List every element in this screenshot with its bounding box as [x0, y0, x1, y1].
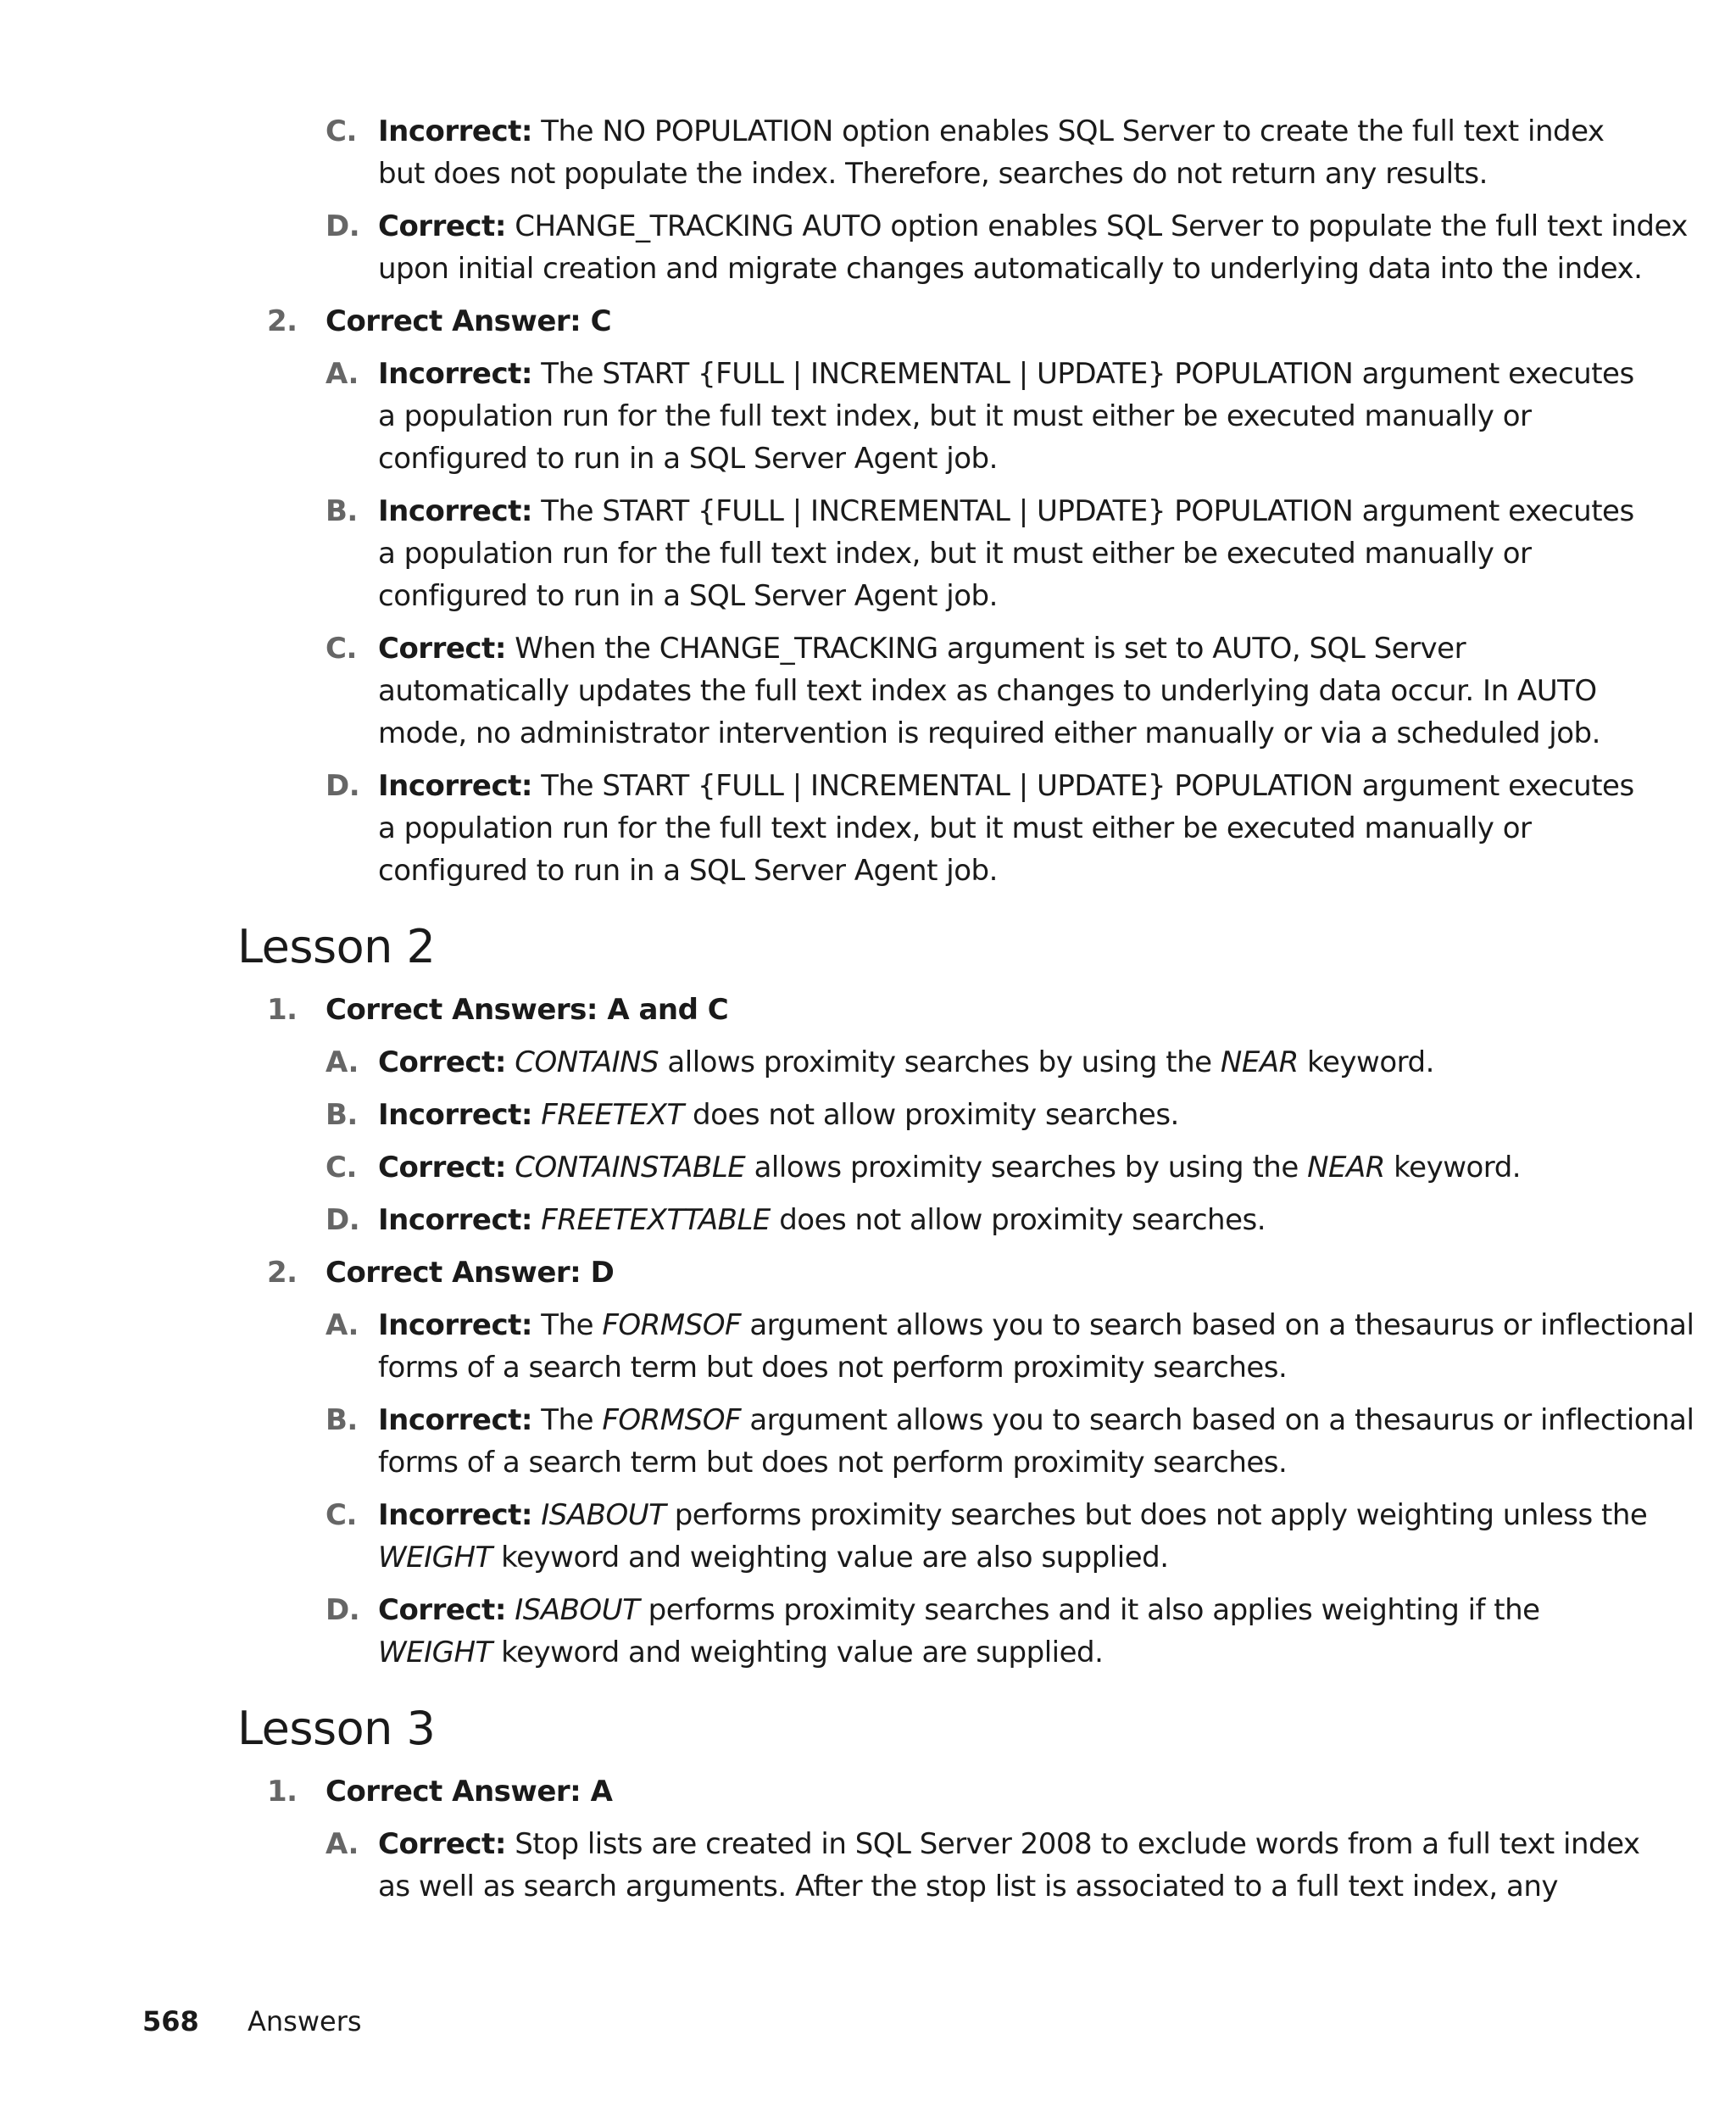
explanation-line [378, 110, 1605, 153]
option-explanation [378, 353, 1634, 480]
verdict-label: Incorrect: [378, 1308, 532, 1342]
text-run: forms of a search term but does not perform proximity searches. [378, 1351, 1288, 1385]
keyword-term: WEIGHT [378, 1636, 492, 1669]
option-letter: C. [326, 1498, 357, 1532]
keyword-term: CONTAINS [515, 1045, 659, 1079]
keyword-term: ISABOUT [541, 1498, 666, 1532]
correct-answer-label: Correct Answer: C [326, 304, 612, 338]
question-number: 1. [267, 993, 298, 1027]
keyword-term: WEIGHT [378, 1541, 492, 1575]
explanation-line [378, 1823, 1640, 1865]
option-explanation [378, 1589, 1556, 1674]
verdict-label: Incorrect: [378, 769, 532, 803]
text-run: Stop lists are created in SQL Server 2008 to exclude words from a full text index [515, 1827, 1640, 1861]
text-run: The [541, 1308, 603, 1342]
text-run: CHANGE_TRACKING AUTO option enables SQL Server to populate the full text index [515, 209, 1688, 243]
text-run: argument allows you to search based on a thesaurus or inflectional [741, 1403, 1694, 1437]
verdict-label: Correct: [378, 1593, 506, 1627]
verdict-label: Correct: [378, 632, 506, 666]
text-run: performs proximity searches but does not apply weighting unless the [665, 1498, 1648, 1532]
explanation-line [378, 438, 1556, 480]
explanation-line [378, 1041, 1556, 1084]
option-explanation [378, 490, 1634, 617]
text-run: configured to run in a SQL Server Agent job. [378, 854, 998, 888]
lesson-heading: Lesson 3 [237, 1702, 436, 1755]
verdict-label: Incorrect: [378, 357, 532, 391]
explanation-line [378, 395, 1556, 438]
option-explanation [378, 1399, 1694, 1484]
text-run: allows proximity searches by using the [745, 1151, 1308, 1184]
verdict-label: Incorrect: [378, 114, 532, 148]
option-explanation [378, 1199, 1556, 1241]
text-run: allows proximity searches by using the [659, 1045, 1221, 1079]
text-run: does not allow proximity searches. [770, 1203, 1266, 1237]
text-run: a population run for the full text index, but it must either be executed manually or [378, 399, 1532, 433]
verdict-label: Incorrect: [378, 1498, 532, 1532]
text-run: keyword and weighting value are supplied. [492, 1636, 1104, 1669]
text-run: keyword. [1298, 1045, 1434, 1079]
verdict-label: Correct: [378, 1827, 506, 1861]
text-run: a population run for the full text index, but it must either be executed manually or [378, 537, 1532, 571]
question-number: 2. [267, 304, 298, 338]
correct-answer-label: Correct Answers: A and C [326, 993, 729, 1027]
option-explanation [378, 1041, 1556, 1084]
verdict-label: Incorrect: [378, 1403, 532, 1437]
text-run: upon initial creation and migrate changes automatically to underlying data into the index. [378, 252, 1643, 286]
option-explanation [378, 1304, 1694, 1389]
explanation-line [378, 1094, 1556, 1136]
option-explanation [378, 1823, 1640, 1908]
keyword-term: FORMSOF [602, 1403, 742, 1437]
keyword-term: NEAR [1220, 1045, 1299, 1079]
option-explanation [378, 1494, 1648, 1579]
keyword-term: FORMSOF [602, 1308, 742, 1342]
verdict-label: Correct: [378, 1045, 506, 1079]
explanation-line [378, 353, 1634, 395]
question-number: 2. [267, 1256, 298, 1290]
text-run: The START {FULL | INCREMENTAL | UPDATE} POPULATION argument executes [541, 769, 1634, 803]
keyword-term: FREETEXT [541, 1098, 684, 1132]
text-run: keyword. [1384, 1151, 1522, 1184]
option-letter: D. [326, 1203, 360, 1237]
correct-answer-label: Correct Answer: A [326, 1775, 613, 1809]
option-letter: C. [326, 632, 357, 666]
text-run: The START {FULL | INCREMENTAL | UPDATE} POPULATION argument executes [541, 494, 1634, 528]
text-run: When the CHANGE_TRACKING argument is set to AUTO, SQL Server [515, 632, 1466, 666]
text-run: argument allows you to search based on a thesaurus or inflectional [741, 1308, 1694, 1342]
footer-section-title: Answers [248, 2005, 362, 2037]
text-run: automatically updates the full text index as changes to underlying data occur. In AUTO [378, 674, 1597, 708]
explanation-line [378, 627, 1556, 670]
explanation-line [378, 1199, 1556, 1241]
text-run: forms of a search term but does not perform proximity searches. [378, 1446, 1288, 1480]
explanation-line [378, 1589, 1556, 1631]
option-letter: C. [326, 114, 357, 148]
explanation-line [378, 1146, 1556, 1189]
option-explanation [378, 1094, 1556, 1136]
explanation-line [378, 850, 1556, 892]
option-explanation [378, 627, 1600, 755]
explanation-line [378, 248, 1643, 290]
text-run: performs proximity searches and it also applies weighting if the [639, 1593, 1540, 1627]
explanation-line [378, 1494, 1648, 1536]
text-run: configured to run in a SQL Server Agent job. [378, 579, 998, 613]
option-letter: B. [326, 1098, 358, 1132]
option-letter: D. [326, 1593, 360, 1627]
question-number: 1. [267, 1775, 298, 1809]
verdict-label: Correct: [378, 209, 506, 243]
verdict-label: Incorrect: [378, 1098, 532, 1132]
text-run: mode, no administrator intervention is required either manually or via a scheduled job. [378, 716, 1600, 750]
explanation-line [378, 1346, 1556, 1389]
option-letter: B. [326, 1403, 358, 1437]
option-letter: A. [326, 1045, 359, 1079]
text-run: as well as search arguments. After the stop list is associated to a full text index, any [378, 1870, 1559, 1903]
text-run: The NO POPULATION option enables SQL Server to create the full text index [541, 114, 1605, 148]
text-run: The START {FULL | INCREMENTAL | UPDATE} POPULATION argument executes [541, 357, 1634, 391]
keyword-term: CONTAINSTABLE [515, 1151, 746, 1184]
explanation-line [378, 670, 1597, 712]
option-letter: B. [326, 494, 358, 528]
explanation-line [378, 490, 1634, 532]
explanation-line [378, 532, 1556, 575]
text-run: configured to run in a SQL Server Agent job. [378, 442, 998, 476]
text-run: The [541, 1403, 603, 1437]
explanation-line [378, 1631, 1556, 1674]
explanation-line [378, 205, 1688, 248]
explanation-line [378, 1304, 1694, 1346]
explanation-line [378, 1399, 1694, 1441]
text-run: keyword and weighting value are also supplied. [492, 1541, 1169, 1575]
keyword-term: NEAR [1307, 1151, 1385, 1184]
option-explanation [378, 205, 1688, 290]
lesson-heading: Lesson 2 [237, 920, 436, 973]
option-letter: A. [326, 1308, 359, 1342]
verdict-label: Incorrect: [378, 494, 532, 528]
option-letter: C. [326, 1151, 357, 1184]
explanation-line [378, 765, 1634, 807]
option-letter: D. [326, 209, 360, 243]
option-explanation [378, 765, 1634, 892]
option-letter: A. [326, 357, 359, 391]
verdict-label: Correct: [378, 1151, 506, 1184]
keyword-term: FREETEXTTABLE [541, 1203, 771, 1237]
option-explanation [378, 110, 1605, 195]
correct-answer-label: Correct Answer: D [326, 1256, 615, 1290]
explanation-line [378, 1865, 1559, 1908]
page-number: 568 [142, 2005, 199, 2037]
explanation-line [378, 153, 1556, 195]
explanation-line [378, 575, 1556, 617]
option-explanation [378, 1146, 1556, 1189]
text-run: a population run for the full text index, but it must either be executed manually or [378, 811, 1532, 845]
explanation-line [378, 807, 1556, 850]
option-letter: A. [326, 1827, 359, 1861]
explanation-line [378, 712, 1600, 755]
text-run: does not allow proximity searches. [683, 1098, 1179, 1132]
keyword-term: ISABOUT [515, 1593, 640, 1627]
explanation-line [378, 1536, 1556, 1579]
explanation-line [378, 1441, 1556, 1484]
verdict-label: Incorrect: [378, 1203, 532, 1237]
text-run: but does not populate the index. Therefore, searches do not return any results. [378, 157, 1488, 191]
option-letter: D. [326, 769, 360, 803]
